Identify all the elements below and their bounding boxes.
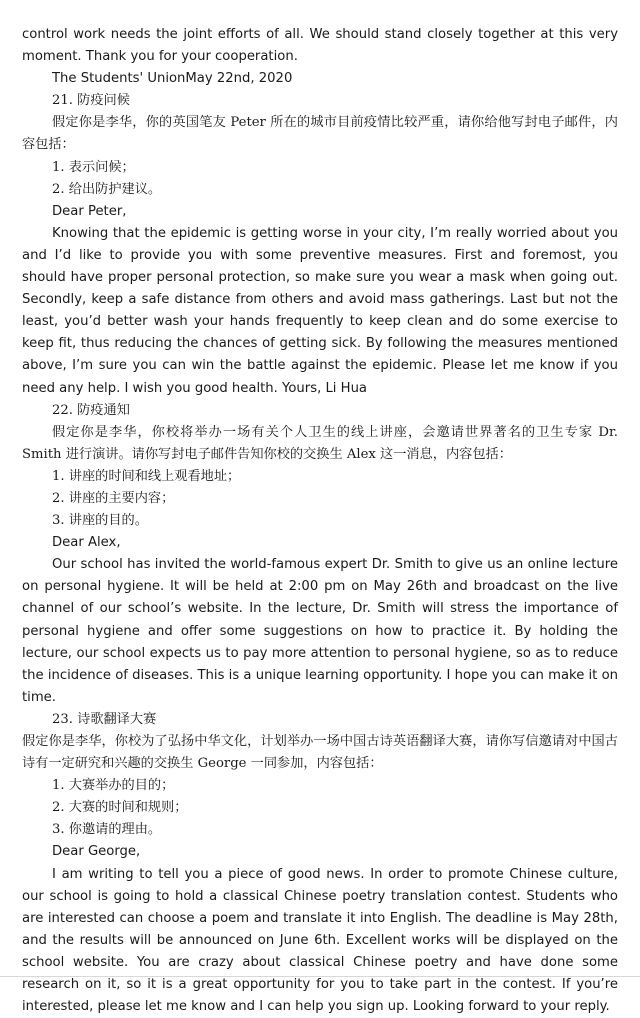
task-prompt: 假定你是李华，你的英国笔友 Peter 所在的城市目前疫情比较严重，请你给他写封电子邮件，内容包括：: [22, 115, 618, 153]
task-prompt: 假定你是李华，你校将举办一场有关个人卫生的线上讲座，会邀请世界著名的卫生专家 Dr. Smith 进行演讲。请你写封电子邮件告知你校的交换生 Alex 这一消息，内容包括：: [22, 424, 618, 462]
task-item: 2. 讲座的主要内容；: [52, 490, 175, 506]
letter-body: Knowing that the epidemic is getting worse in your city, I’m really worried about you and I’d like to provide you with some preventive measures. First and foremost, you should have proper personal protection, so make sure you wear a mask when going out. Secondly, keep a safe distance from others and avoid mass gatherings. Last but not the least, you’d better wash your hands frequently to keep clean and do some exercise to keep fit, thus reducing the chances of getting sick. By following the measures mentioned above, I’m sure you can win the battle against the epidemic. Please let me know if you need any help. I wish you good health. Yours, Li Hua: [22, 225, 618, 396]
letter-greeting: Dear George,: [52, 844, 141, 860]
task-prompt: 假定你是李华，你校为了弘扬中华文化，计划举办一场中国古诗英语翻译大赛，请你写信邀请对中国古诗有一定研究和兴趣的交换生 George 一同参加，内容包括：: [22, 734, 618, 772]
letter-greeting: Dear Peter,: [52, 203, 127, 219]
task-item: 2. 给出防护建议。: [52, 181, 162, 197]
section-heading: 21. 防疫问候: [52, 93, 130, 109]
signature-line: The Students' UnionMay 22nd, 2020: [52, 71, 293, 87]
bottom-divider: [0, 976, 640, 977]
letter-body: I am writing to tell you a piece of good news. In order to promote Chinese culture, our school is going to hold a classical Chinese poetry translation contest. Students who are interested can choose a poem and translate it into English. The deadline is May 28th, and the results will be announced on June 6th. Excellent works will be displayed on the school website. You are crazy about classical Chinese poetry and have done some research on it, so it is a great opportunity for you to take part in the contest. If you’re interested, please let me know and I can help you sign up. Looking forward to your reply.: [22, 866, 618, 1015]
closing-paragraph: control work needs the joint efforts of all. We should stand closely together at this very moment. Thank you for your cooperation.: [22, 27, 618, 65]
task-item: 1. 表示问候；: [52, 159, 135, 175]
section-heading: 23. 诗歌翻译大赛: [52, 711, 157, 727]
section-heading: 22. 防疫通知: [52, 402, 130, 418]
task-item: 3. 讲座的目的。: [52, 513, 148, 529]
task-item: 1. 讲座的时间和线上观看地址；: [52, 468, 241, 484]
task-item: 1. 大赛举办的目的；: [52, 778, 175, 794]
letter-greeting: Dear Alex,: [52, 535, 121, 551]
task-item: 3. 你邀请的理由。: [52, 822, 162, 838]
letter-body: Our school has invited the world-famous expert Dr. Smith to give us an online lecture on personal hygiene. It will be held at 2:00 pm on May 26th and broadcast on the live channel of our school’s website. In the lecture, Dr. Smith will stress the importance of personal hygiene and offer some suggestions on how to practice it. By holding the lecture, our school expects us to pay more attention to personal hygiene, so as to reduce the incidence of diseases. This is a unique learning opportunity. I hope you can make it on time.: [22, 557, 618, 705]
task-item: 2. 大赛的时间和规则；: [52, 800, 188, 816]
